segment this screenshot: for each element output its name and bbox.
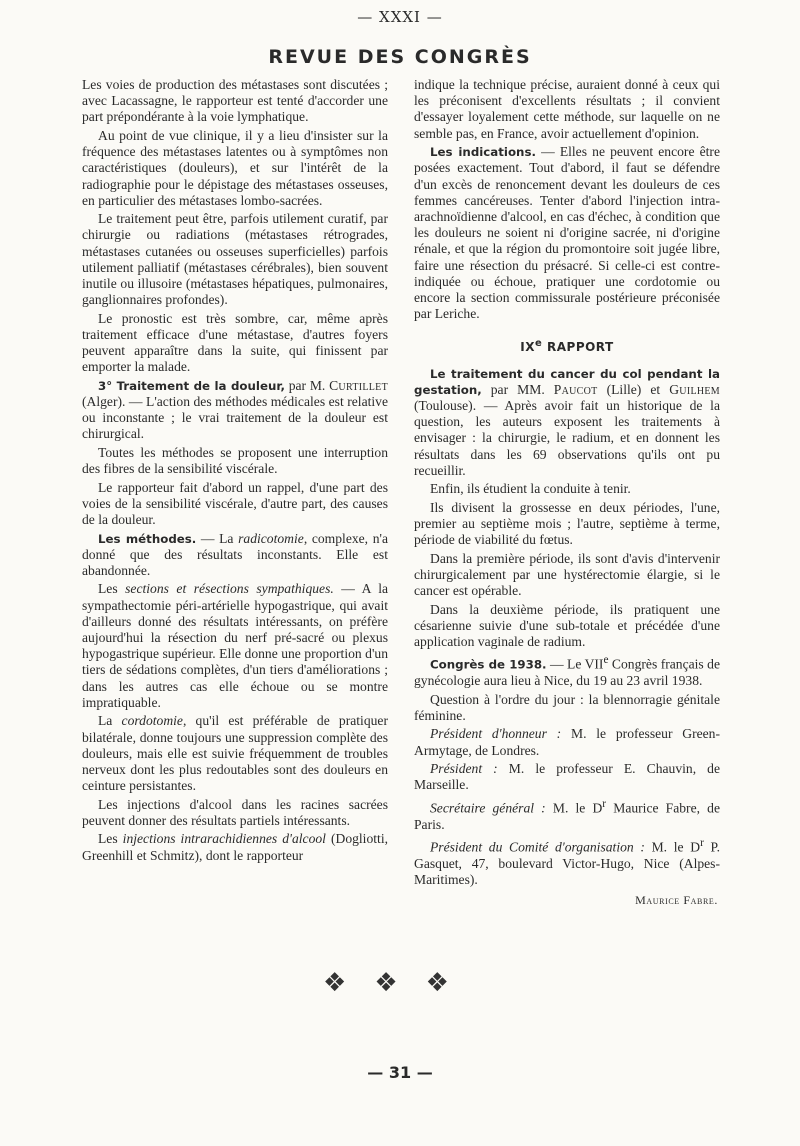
paragraph [414,144,720,322]
superscript: e [535,338,543,350]
emphasis: injections intrarachidiennes d'alcool [122,831,326,847]
paragraph [82,713,388,794]
paragraph: Le pronostic est très sombre, car, même après traitement efficace d'une métastase, d'autres foyers peuvent apparaître dans la suite, qui finissent par emporter la malade. [82,310,388,375]
paragraph [414,366,720,479]
text: (Lille) et [597,381,670,397]
paragraph [414,761,720,793]
paragraph [82,378,388,443]
page-number: — 31 — [367,1063,433,1082]
role-label: Secrétaire général : [430,800,546,816]
role-label: Président d'honneur : [430,726,562,742]
paragraph: Question à l'ordre du jour : la blennorragie génitale féminine. [414,691,720,723]
author-name: Paucot [553,381,598,397]
superscript: r [602,797,607,810]
emphasis: cordotomie [121,713,183,729]
paragraph [82,531,388,580]
text: — A la sympathectomie péri-artérielle hypogastrique, qui avait d'ailleurs donné des résultats intéressants, on préfère aujourd'hui la résection du nerf pré-sacré ou plexus hypogastrique supérieur. Elle donne une proportion d'un tiers de sédations complètes, d'un tiers d'améliorations ; dans les autres cas elle échoue ou se montre impratiquable. [82,581,389,710]
text: P. Gasquet, 47, boulevard Victor-Hugo, Nice (Alpes-Maritimes). [414,839,720,887]
paragraph: Le traitement peut être, parfois utilement curatif, par chirurgie ou radiations (métastases rétrogrades, métastases cutanées ou osseuses superficielles) parfois utilement palliatif (métastases cérébrales), bien souvent inutile ou illusoire (métastases hépatiques, pulmonaires, ganglionnaires profondes). [82,211,388,308]
subsection-heading: Les indications. [430,145,536,160]
text: — La [196,530,239,546]
subsection-heading: Congrès de 1938. [430,658,547,673]
paragraph: indique la technique précise, auraient donné à ceux qui les préconisent d'excellents résultats ; il convient d'essayer loyalement cette méthode, sur laquelle on ne semble pas, en France, avoir actuellement d'opinion. [414,77,720,141]
paragraph: Au point de vue clinique, il y a lieu d'insister sur la fréquence des métastases latentes ou à symptômes non caractéristiques (douleurs), et sur l'intérêt de la radiographie pour le dépistage des métastases osseuses, en particulier des métastases lombo-sacrées. [82,127,388,208]
right-column [414,77,720,908]
text: (Alger). — L'action des méthodes médicales est relative ou inconstante ; le vrai traitement de la douleur est chirurgical. [82,394,388,442]
text: Congrès français de gynécologie aura lieu à Nice, du 19 au 23 avril 1938. [414,657,720,689]
emphasis: radicotomie [238,530,304,546]
text: La [98,713,122,729]
text: (Toulouse). — Après avoir fait un historique de la question, les auteurs exposent les traitements à envisager : la chirurgie, le radium, et en donnent les résultats dans les 69 observations qu'ils ont pu recueillir. [414,397,720,478]
section-word: RAPPORT [542,340,614,355]
text: — Le VII [546,657,604,673]
journal-title: REVUE DES CONGRÈS [268,46,532,68]
paragraph: Les injections d'alcool dans les racines sacrées peuvent donner des résultats partiels intéressants. [82,796,388,828]
paragraph: Toutes les méthodes se proposent une interruption des fibres de la sensibilité viscérale. [82,444,388,477]
subsection-heading: Les méthodes. [98,531,197,546]
paragraph [414,796,720,833]
text: par MM. [481,381,554,397]
text: , qu'il est préférable de pratiquer bilatérale, donne toujours une suppression complète des douleurs, mais elle est suivie fréquemment de troubles nerveux dont les plus redoutables sont des douleurs en ceinture persistantes. [82,713,388,794]
role-label: Président du Comité d'organisation : [430,839,645,855]
decorative-ornaments-icon: ❖❖❖ [323,968,477,998]
superscript: e [603,654,609,667]
paragraph: Ils divisent la grossesse en deux périodes, l'une, premier au septième mois ; l'autre, septième à terme, période de viabilité du fœtus. [414,499,720,548]
text: (Dogliotti, Greenhill et Schmitz), dont le rapporteur [82,831,388,863]
paragraph: Enfin, ils étudient la conduite à tenir. [430,481,631,497]
role-label: Président : [430,761,498,777]
paragraph: Les voies de production des métastases sont discutées ; avec Lacassagne, le rapporteur est tenté d'accorder une part prépondérante à la voie lymphatique. [82,77,388,125]
left-column [82,77,388,866]
superscript: r [700,837,704,850]
text: — Elles ne peuvent encore être posées exactement. Tout d'abord, il faut se défendre d'un excès de renoncement devant les douleurs de ces femmes cancéreuses. Tenter d'abord l'injection intra-arachnoïdienne d'alcool, en cas d'échec, à condition que les douleurs ne soient ni d'origine sacrée, ni d'origine rénale, et que la région du promontoire soit jugée libre, faire une résection du présacré. Si celle-ci est contre-indiquée ou échoue, pratiquer une cordotomie ou encore la section commissurale postérieure préconisée par Leriche. [414,144,720,322]
author-name: Guilhem [669,381,720,397]
paragraph [414,652,720,689]
text: M. le professeur Green-Armytage, de Londres. [414,726,721,758]
text: Maurice Fabre, de Paris. [414,800,720,832]
subsection-heading: 3° Traitement de la douleur, [98,378,285,393]
paragraph [82,581,388,711]
text: , complexe, n'a donné que des résultats inconstants. Elle est abandonnée. [82,530,388,578]
section-heading [414,336,720,355]
paragraph [414,726,720,758]
author-name: Curtillet [329,377,388,393]
emphasis: sections et résections sympathiques. [125,581,334,597]
page-header-roman-numeral: — XXXI — [357,8,443,26]
text: M. le D [545,800,603,816]
text: M. le D [644,839,701,855]
paragraph [82,831,388,863]
paragraph: Dans la première période, ils sont d'avis d'intervenir chirurgicalement par une hystérectomie élargie, si le cancer est opérable. [414,550,720,599]
text: M. le professeur E. Chauvin, de Marseille. [414,761,720,793]
paragraph [414,835,720,888]
text: Les [98,581,126,597]
text: par M. [284,377,330,393]
section-number: IX [520,340,536,355]
text: Les [98,831,123,847]
author-signature: Maurice Fabre. [635,893,718,908]
paragraph: Dans la deuxième période, ils pratiquent une césarienne suivie d'une sub-totale et précédée d'une application vaginale de radium. [414,601,720,649]
paragraph: Le rapporteur fait d'abord un rappel, d'une part des voies de la sensibilité viscérale, d'autre part, des causes de la douleur. [82,479,388,528]
subsection-heading: Le traitement du cancer du col pendant la gestation, [414,366,720,397]
